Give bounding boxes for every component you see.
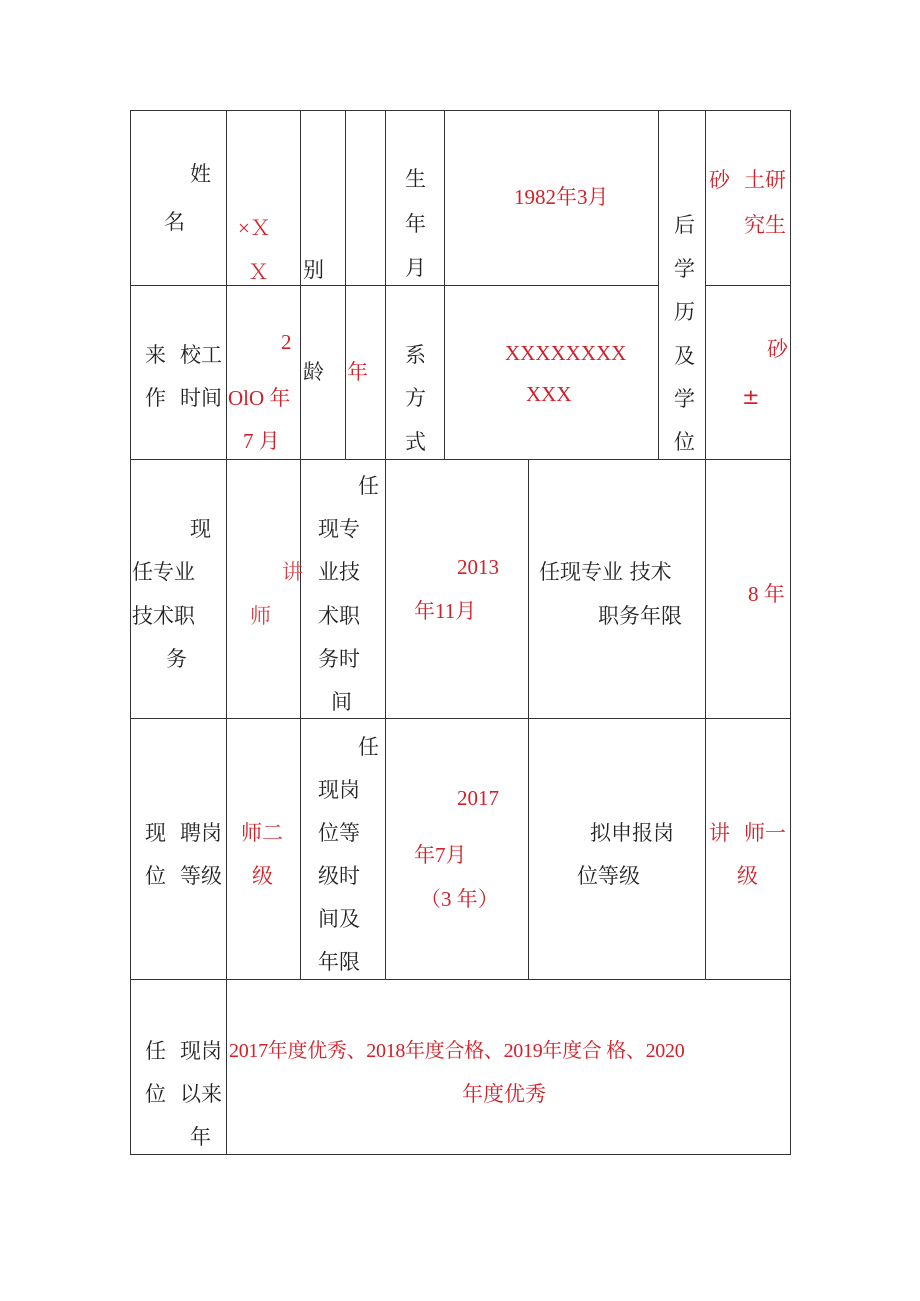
name-value-1: ×Ｘ <box>238 216 271 240</box>
start-label-3: 作 <box>145 386 166 410</box>
title-time-label-3: 业技 <box>318 560 360 584</box>
row3-bottom <box>130 718 791 719</box>
birth-value: 1982年3月 <box>514 185 609 209</box>
title-label-3: 技术职 <box>132 604 195 628</box>
age-label: 龄 <box>303 360 324 384</box>
post-time-label-6: 年限 <box>318 950 360 974</box>
birth-label-3: 月 <box>405 256 426 280</box>
col-345 <box>345 110 346 459</box>
eval-value-1: 2017年度优秀、2018年度合格、2019年度合 格、2020 <box>229 1040 685 1062</box>
title-label-2: 任专业 <box>132 560 195 584</box>
title-time-label-5: 务时 <box>318 647 360 671</box>
title-value-2: 师 <box>250 604 271 628</box>
border-top <box>130 110 791 111</box>
title-label-4: 务 <box>166 647 187 671</box>
eval-label-4: 以来 <box>180 1082 222 1106</box>
post-time-value-2: 年7月 <box>414 843 467 867</box>
post-label-2: 聘岗 <box>180 821 222 845</box>
title-time-label-2: 现专 <box>318 517 360 541</box>
post-time-label-5: 间及 <box>318 907 360 931</box>
post-time-label-3: 位等 <box>318 821 360 845</box>
start-value-1: 2 <box>281 330 292 354</box>
contact-value-1: XXXXXXXX <box>505 341 627 365</box>
gender-label: 别 <box>303 258 324 282</box>
birth-label-1: 生 <box>405 167 426 191</box>
degree-label-2: 学 <box>674 257 695 281</box>
birth-label-2: 年 <box>405 212 426 236</box>
post-value-2: 级 <box>252 864 273 888</box>
name-label-2: 名 <box>164 210 185 234</box>
age-value: 年 <box>347 360 368 384</box>
name-label-1: 姓 <box>190 162 211 186</box>
border-right <box>790 110 791 1155</box>
degree-value-1: 砂 <box>767 337 788 361</box>
post-label-3: 位 <box>145 864 166 888</box>
post-time-value-1: 2017 <box>457 786 499 810</box>
title-value-1: 讲 <box>282 560 303 584</box>
col-528 <box>528 459 529 979</box>
row4-bottom <box>130 979 791 980</box>
degree-label-4: 及 <box>674 344 695 368</box>
edu-value-1b: 土研 <box>744 168 786 192</box>
title-time-value-2: 年11月 <box>414 599 477 623</box>
edu-value-2: 究生 <box>744 213 786 237</box>
years-label-1: 任现专业 技术 <box>539 560 672 584</box>
col-658 <box>658 110 659 459</box>
title-time-value-1: 2013 <box>457 555 499 579</box>
degree-label-6: 位 <box>674 430 695 454</box>
eval-label-5: 年 <box>190 1125 211 1149</box>
post-value-1: 师二 <box>241 821 283 845</box>
col-705 <box>705 110 706 979</box>
apply-label-1: 拟申报岗 <box>590 821 674 845</box>
col-300 <box>300 110 301 979</box>
row1-bottom-right <box>705 285 791 286</box>
edu-value-1a: 砂 <box>709 168 730 192</box>
post-label-4: 等级 <box>180 864 222 888</box>
degree-label-3: 历 <box>674 300 695 324</box>
title-time-label-6: 间 <box>331 690 352 714</box>
years-value: 8 年 <box>748 582 785 606</box>
contact-value-2: XXX <box>526 382 572 406</box>
eval-label-2: 现岗 <box>180 1039 222 1063</box>
col-444 <box>444 110 445 459</box>
eval-label-1: 任 <box>145 1039 166 1063</box>
degree-value-2: ± <box>742 385 760 409</box>
years-label-2: 职务年限 <box>598 604 682 628</box>
post-label-1: 现 <box>145 821 166 845</box>
degree-label-5: 学 <box>674 387 695 411</box>
post-time-label-4: 级时 <box>318 864 360 888</box>
border-bottom <box>130 1154 791 1155</box>
contact-label-1: 系 <box>405 343 426 367</box>
apply-value-3: 级 <box>737 864 758 888</box>
apply-value-2: 师一 <box>744 821 786 845</box>
border-left <box>130 110 131 1155</box>
title-label-1: 现 <box>190 517 211 541</box>
start-value-3: 7 月 <box>243 429 280 453</box>
contact-label-2: 方 <box>405 386 426 410</box>
post-time-value-3: （3 年） <box>420 887 499 911</box>
row1-bottom-left <box>130 285 658 286</box>
contact-label-3: 式 <box>405 430 426 454</box>
title-time-label-4: 术职 <box>318 604 360 628</box>
apply-value-1: 讲 <box>709 821 730 845</box>
post-time-label-2: 现岗 <box>318 778 360 802</box>
apply-label-2: 位等级 <box>577 864 640 888</box>
eval-value-2: 年度优秀 <box>462 1082 546 1106</box>
name-value-2: Ｘ <box>248 260 269 284</box>
start-label-2: 校工 <box>180 343 222 367</box>
col-226 <box>226 110 227 1155</box>
start-label-1: 来 <box>145 343 166 367</box>
title-time-label-1: 任 <box>358 474 379 498</box>
post-time-label-1: 任 <box>358 735 379 759</box>
eval-label-3: 位 <box>145 1082 166 1106</box>
col-385 <box>385 110 386 979</box>
start-value-2: OlO 年 <box>228 386 291 410</box>
degree-label-1: 后 <box>674 213 695 237</box>
start-label-4: 时间 <box>180 386 222 410</box>
